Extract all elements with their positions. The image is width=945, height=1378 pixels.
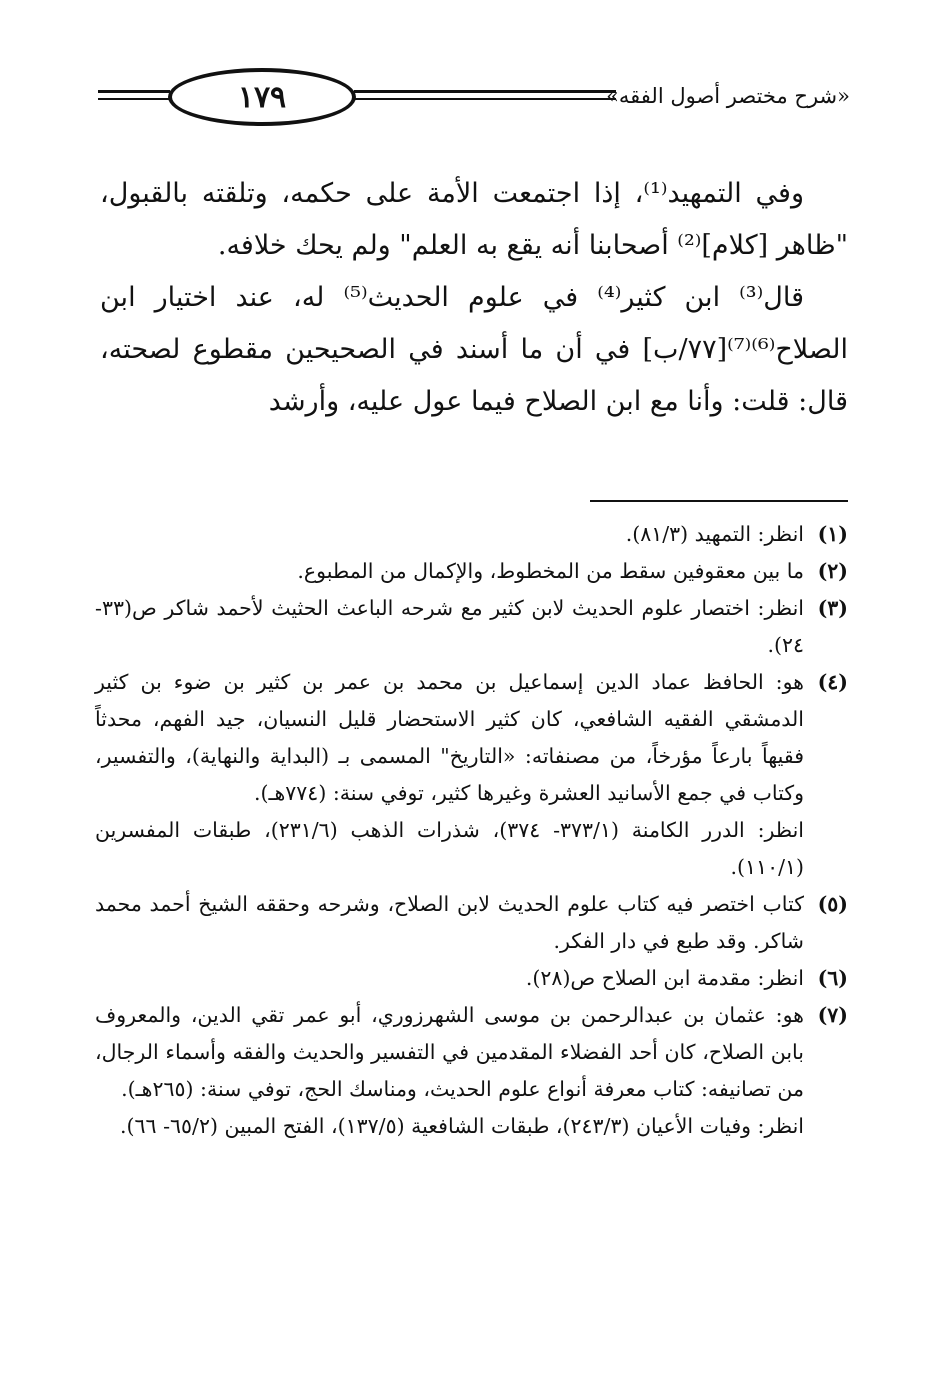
header-rule-right [354, 98, 616, 100]
footnotes [95, 516, 848, 1145]
footnote-number: (٢) [817, 559, 848, 583]
footnote [95, 664, 848, 812]
page-header [98, 68, 850, 138]
footnote-text: انظر: اختصار علوم الحديث لابن كثير مع شرحه الباعث الحثيث لأحمد شاكر ص(٣٣- ٢٤). [95, 596, 804, 657]
footnote-number: (٣) [817, 596, 848, 620]
header-rule-right [354, 90, 616, 93]
footnote-reference-line: انظر: وفيات الأعيان (٢٤٣/٣)، طبقات الشافعية (١٣٧/٥)، الفتح المبين (٦٥/٢- ٦٦). [120, 1114, 804, 1138]
footnote-text: ما بين معقوفين سقط من المخطوط، والإكمال من المطبوع. [297, 559, 804, 583]
footnote-text: انظر: مقدمة ابن الصلاح ص(٢٨). [525, 966, 804, 990]
book-title: «شرح مختصر أصول الفقه» [606, 84, 850, 108]
main-text [100, 168, 848, 428]
footnote-text: انظر: التمهيد (٨١/٣). [625, 522, 804, 546]
footnote [95, 997, 848, 1108]
footnote-text: هو: عثمان بن عبدالرحمن بن موسى الشهرزوري، أبو عمر تقي الدين، والمعروف بابن الصلاح، كان أحد الفضلاء المقدمين في التفسير والحديث والفقه وأسماء الرجال، من تصانيفه: كتاب معرفة أنواع علوم الحديث، ومناسك الحج، توفي سنة: (٢٦٥هـ). [95, 1003, 804, 1101]
footnote [95, 886, 848, 960]
footnote-number: (٤) [817, 670, 848, 694]
footnote-text: كتاب اختصر فيه كتاب علوم الحديث لابن الصلاح، وشرحه وحققه الشيخ أحمد محمد شاكر. وقد طبع في دار الفكر. [95, 892, 804, 953]
footnote [95, 516, 848, 553]
footnote-separator [590, 500, 848, 502]
footnote-text: هو: الحافظ عماد الدين إسماعيل بن محمد بن عمر بن كثير بن ضوء بن كثير الدمشقي الفقيه الشافعي، كان كثير الاستحضار قليل النسيان، جيد الفهم، محدثاً فقيهاً بارعاً مؤرخاً، من مصنفاته: «التاريخ" المسمى بـ (البداية والنهاية)، والتفسير، وكتاب في جمع الأسانيد العشرة وغيرها كثير، توفي سنة: (٧٧٤هـ). [95, 670, 804, 805]
footnote-number: (٥) [817, 892, 848, 916]
header-rule-left [98, 98, 170, 100]
footnote-number: (٧) [817, 1003, 848, 1027]
main-paragraph: وفي التمهيد⁽¹⁾، إذا اجتمعت الأمة على حكمه، وتلقته بالقبول، "ظاهر [كلام]⁽²⁾ أصحابنا أنه يقع به العلم" ولم يحك خلافه. [100, 178, 848, 261]
footnote [95, 553, 848, 590]
page-number: ١٧٩ [168, 68, 356, 126]
header-rule-left [98, 90, 170, 93]
footnote [95, 960, 848, 997]
footnote-reference-line: انظر: الدرر الكامنة (٣٧٣/١- ٣٧٤)، شذرات الذهب (٢٣١/٦)، طبقات المفسرين (١١٠/١). [95, 818, 805, 879]
footnote-number: (١) [817, 522, 848, 546]
footnote [95, 590, 848, 664]
main-paragraph: قال⁽³⁾ ابن كثير⁽⁴⁾ في علوم الحديث⁽⁵⁾ له، عند اختيار ابن الصلاح⁽⁶⁾⁽⁷⁾[٧٧/ب] في أن ما أسند في الصحيحين مقطوع لصحته، قال: قلت: وأنا مع ابن الصلاح فيما عول عليه، وأرشد [100, 282, 848, 417]
footnote-number: (٦) [817, 966, 848, 990]
